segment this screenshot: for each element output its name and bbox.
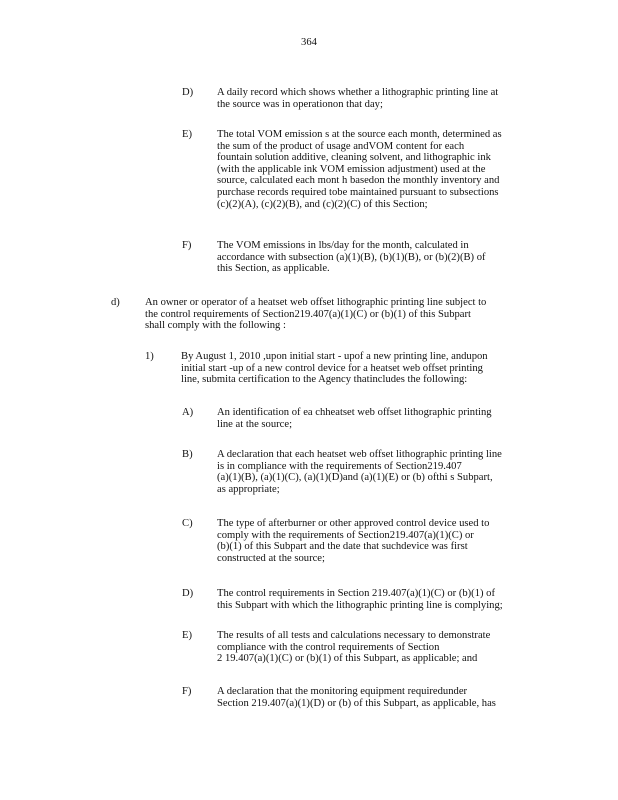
item-label: A) [182, 407, 194, 418]
item-text [217, 87, 539, 110]
item-text [217, 129, 539, 210]
text-line: compliance with the control requirements of Section [217, 641, 440, 653]
text-line: constructed at the source; [217, 552, 325, 564]
item-label: d) [111, 297, 120, 308]
text-line: the control requirements of Section219.407(a)(1)(C) or (b)(1) of this Subpart [145, 308, 471, 320]
text-line: line at the source; [217, 418, 293, 430]
text-line: The results of all tests and calculations necessary to demonstrate [217, 630, 491, 641]
text-line: Section 219.407(a)(1)(D) or (b) of this Subpart, as applicable, has [217, 697, 496, 709]
item-label: E) [182, 129, 192, 140]
item-text [217, 518, 539, 564]
text-line: initial start -up of a new control device for a heatset web offset printing [181, 362, 483, 374]
text-line: the sum of the product of usage andVOM content for each [217, 140, 465, 152]
text-line: shall comply with the following : [145, 320, 286, 332]
text-line: An owner or operator of a heatset web offset lithographic printing line subject to [145, 297, 487, 308]
text-line: The control requirements in Section 219.407(a)(1)(C) or (b)(1) of [217, 588, 495, 599]
text-line: purchase records required tobe maintained pursuant to subsections [217, 186, 499, 198]
item-text [217, 240, 539, 275]
item-text [181, 351, 537, 386]
item-text [217, 449, 539, 495]
text-line: fountain solution additive, cleaning solvent, and lithographic ink [217, 152, 491, 164]
text-line: source, calculated each mont h basedon the monthly inventory and [217, 175, 500, 187]
item-text [217, 686, 539, 709]
item-text [145, 297, 537, 332]
text-line: The VOM emissions in lbs/day for the month, calculated in [217, 240, 469, 251]
text-line: By August 1, 2010 ,upon initial start - upof a new printing line, andupon [181, 351, 488, 362]
text-line: this Section, as applicable. [217, 263, 330, 275]
text-line: (b)(1) of this Subpart and the date that suchdevice was first [217, 541, 468, 553]
text-line: is in compliance with the requirements of Section219.407 [217, 460, 462, 472]
item-label: D) [182, 588, 194, 599]
text-line: comply with the requirements of Section219.407(a)(1)(C) or [217, 529, 474, 541]
item-text [217, 407, 539, 430]
text-line: as appropriate; [217, 483, 280, 495]
page-number: 364 [301, 37, 317, 48]
text-line: 2 19.407(a)(1)(C) or (b)(1) of this Subpart, as applicable; and [217, 653, 478, 665]
text-line: (with the applicable ink VOM emission adjustment) used at the [217, 163, 486, 175]
item-text [217, 630, 539, 665]
item-text [217, 588, 539, 611]
text-line: The type of afterburner or other approved control device used to [217, 518, 490, 529]
text-line: An identification of ea chheatset web offset lithographic printing [217, 407, 492, 418]
text-line: the source was in operationon that day; [217, 98, 383, 110]
text-line: A declaration that each heatset web offset lithographic printing line [217, 449, 502, 460]
item-label: F) [182, 240, 192, 251]
item-label: D) [182, 87, 194, 98]
text-line: (a)(1)(B), (a)(1)(C), (a)(1)(D)and (a)(1)(E) or (b) ofthi s Subpart, [217, 472, 493, 484]
item-label: C) [182, 518, 193, 529]
text-line: this Subpart with which the lithographic printing line is complying; [217, 599, 503, 611]
text-line: A declaration that the monitoring equipment requiredunder [217, 686, 468, 697]
text-line: A daily record which shows whether a lithographic printing line at [217, 87, 499, 98]
text-line: accordance with subsection (a)(1)(B), (b)(1)(B), or (b)(2)(B) of [217, 251, 486, 263]
item-label: B) [182, 449, 193, 460]
text-line: The total VOM emission s at the source each month, determined as [217, 129, 502, 140]
text-line: line, submita certification to the Agency thatincludes the following: [181, 374, 468, 386]
item-label: F) [182, 686, 192, 697]
text-line: (c)(2)(A), (c)(2)(B), and (c)(2)(C) of this Section; [217, 198, 428, 210]
item-label: E) [182, 630, 192, 641]
item-label: 1) [145, 351, 154, 362]
